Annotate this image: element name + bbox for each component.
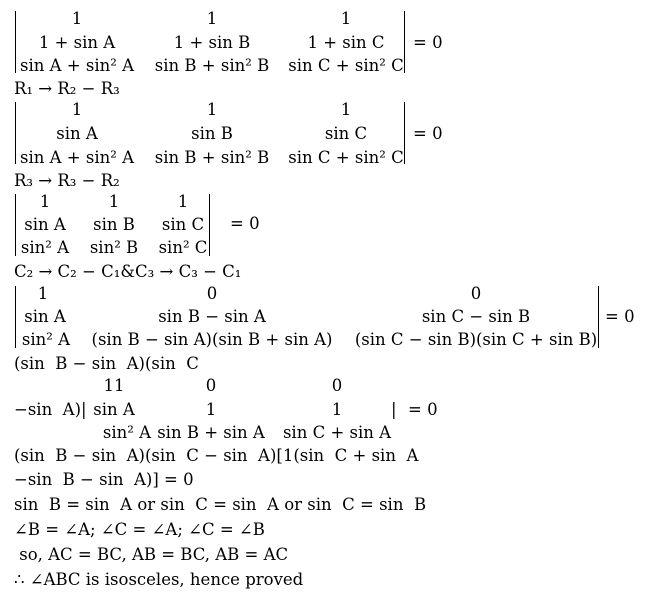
det2-cell: sin B	[191, 124, 233, 143]
det1-cell: 1 + sin A	[38, 33, 116, 52]
det1-cell: 1	[71, 9, 83, 28]
det5-cell: sin² A	[102, 423, 152, 442]
det1-cell: sin A + sin² A	[20, 56, 134, 75]
det5-cell: 0	[331, 376, 343, 395]
det2-cell: 1	[71, 100, 83, 119]
det4-cell: sin B − sin A	[158, 307, 266, 326]
det4-equals: = 0	[605, 307, 635, 326]
side-equalities: so, AC = BC, AB = BC, AB = AC	[14, 545, 289, 564]
det1-cell: 1	[206, 9, 218, 28]
row-operation-1: R₁ → R₂ − R₃	[14, 79, 120, 98]
det3-equals: = 0	[230, 214, 260, 233]
det2-cell: 1	[206, 100, 218, 119]
det5-lead: −sin A)|	[14, 400, 87, 419]
det1-cell: sin C + sin² C	[288, 56, 404, 75]
det2-cell: sin B + sin² B	[154, 148, 270, 167]
det4-cell: sin² A	[21, 330, 71, 349]
angle-equalities: ∠B = ∠A; ∠C = ∠A; ∠C = ∠B	[14, 520, 265, 539]
det1-equals: = 0	[413, 33, 443, 52]
factor-line: (sin B − sin A)(sin C	[14, 354, 199, 373]
conclusion-equalities: sin B = sin A or sin C = sin A or sin C = sin B	[14, 495, 427, 514]
det3-left-bar	[15, 194, 16, 256]
det4-cell: (sin B − sin A)(sin B + sin A)	[91, 330, 333, 349]
det2-equals: = 0	[413, 124, 443, 143]
det2-left-bar	[15, 102, 16, 164]
det2-cell: sin C + sin² C	[288, 148, 404, 167]
det3-cell: sin² A	[20, 238, 70, 257]
row-operation-2: R₃ → R₃ − R₂	[14, 171, 120, 190]
det5-cell: 1	[205, 400, 217, 419]
det2-right-bar	[404, 102, 405, 164]
det5-cell: sin C + sin A	[282, 423, 392, 442]
det4-cell: sin A	[24, 307, 66, 326]
det5-equals: = 0	[408, 400, 438, 419]
det3-cell: sin B	[93, 215, 135, 234]
expanded-line-2: −sin B − sin A)] = 0	[14, 470, 194, 489]
det5-cell: sin B + sin A	[157, 423, 265, 442]
det1-right-bar	[404, 11, 405, 73]
det3-cell: sin C	[161, 215, 205, 234]
det3-cell: sin² B	[89, 238, 139, 257]
det4-cell: 1	[37, 284, 49, 303]
expanded-line-1: (sin B − sin A)(sin C − sin A)[1(sin C + sin A	[14, 446, 419, 465]
det5-close-bar: |	[391, 400, 397, 419]
det4-cell: (sin C − sin B)(sin C + sin B)	[354, 330, 598, 349]
det5-cell: 0	[205, 376, 217, 395]
det1-cell: 1	[340, 9, 352, 28]
det4-right-bar	[598, 286, 599, 348]
column-operation: C₂ → C₂ − C₁&C₃ → C₃ − C₁	[14, 262, 242, 281]
det4-cell: 0	[206, 284, 218, 303]
det4-left-bar	[15, 286, 16, 348]
det1-cell: 1 + sin B	[173, 33, 251, 52]
det1-cell: 1 + sin C	[307, 33, 385, 52]
det2-cell: sin A	[56, 124, 98, 143]
det3-cell: sin A	[24, 215, 66, 234]
det3-cell: 1	[39, 192, 51, 211]
det2-cell: sin A + sin² A	[20, 148, 134, 167]
det1-cell: sin B + sin² B	[154, 56, 270, 75]
det3-cell: sin² C	[158, 238, 208, 257]
det5-cell: sin A	[93, 400, 135, 419]
det4-cell: sin C − sin B	[421, 307, 531, 326]
det3-right-bar	[209, 194, 210, 256]
det2-cell: sin C	[324, 124, 368, 143]
final-statement: ∴ ∠ABC is isosceles, hence proved	[14, 570, 304, 589]
det5-cell: 1	[331, 400, 343, 419]
det3-cell: 1	[108, 192, 120, 211]
det3-cell: 1	[177, 192, 189, 211]
det4-cell: 0	[470, 284, 482, 303]
det2-cell: 1	[340, 100, 352, 119]
det5-cell: 11	[103, 376, 125, 395]
det1-left-bar	[15, 11, 16, 73]
